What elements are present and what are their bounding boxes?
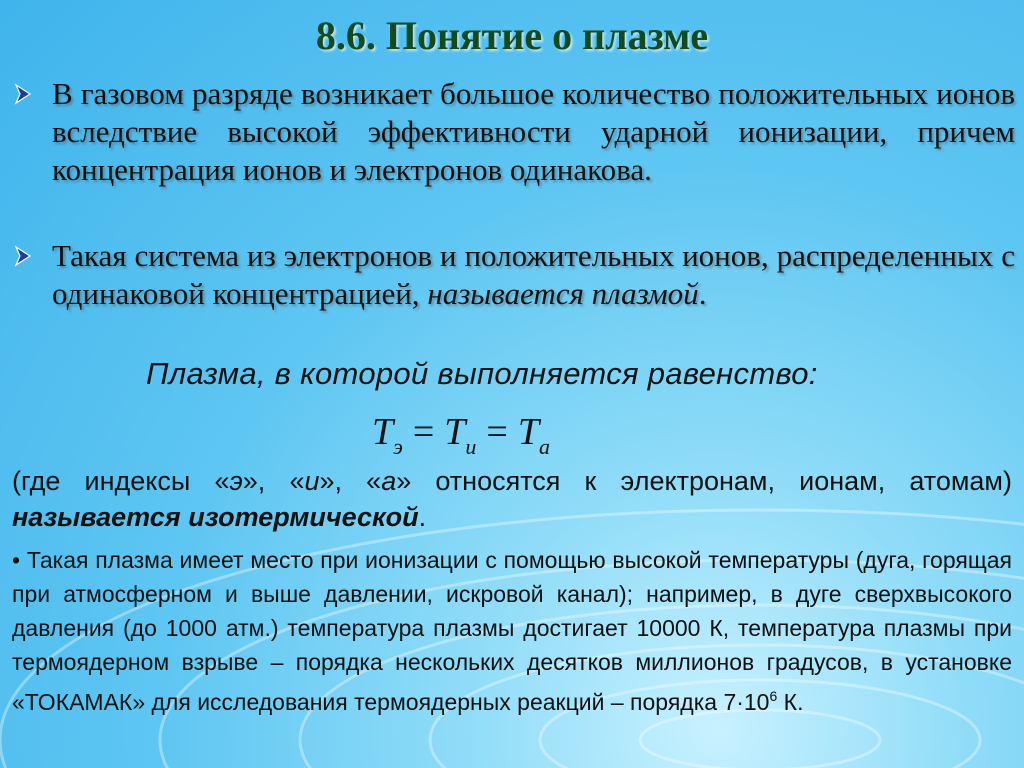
plasma-term: называется плазмой	[427, 276, 699, 311]
bullet-gas-discharge	[10, 75, 1015, 189]
indices-explanation: (где индексы «э», «и», «а» относятся к электронам, ионам, атомам) называется изотермической.	[12, 466, 1012, 532]
temperature-equality-formula: $T_э = T_и = T_а$	[372, 411, 550, 459]
bullet-text: В газовом разряде возникает большое количество положительных ионов вследствие высокой эффективности ударной ионизации, причем концентрация ионов и электронов одинакова.	[52, 76, 1015, 187]
bullet-plasma-definition	[10, 237, 1015, 313]
arrow-bullet-icon	[10, 75, 38, 113]
plasma-equality-intro: Плазма, в которой выполняется равенство:	[146, 356, 818, 391]
bullet-text: Такая система из электронов и положительных ионов, распределенных с одинаковой концентрацией, называется плазмой.	[52, 238, 1015, 311]
arrow-bullet-icon	[10, 237, 38, 275]
isothermal-term: называется изотермической	[12, 502, 419, 532]
plasma-examples-paragraph: • Такая плазма имеет место при ионизации с помощью высокой температуры (дуга, горящая при атмосферном и выше давлении, искровой канал); например, в дуге сверхвысокого давления (до 1000 атм.) температура плазмы достигает 10000 К, температура плазмы при термоядерном взрыве – порядка нескольких десятков миллионов градусов, в установке «ТОКАМАК» для исследования термоядерных реакций – порядка $7\cdot 10^6$ К.	[12, 547, 1012, 715]
page-title: 8.6. Понятие о плазме	[315, 13, 709, 58]
